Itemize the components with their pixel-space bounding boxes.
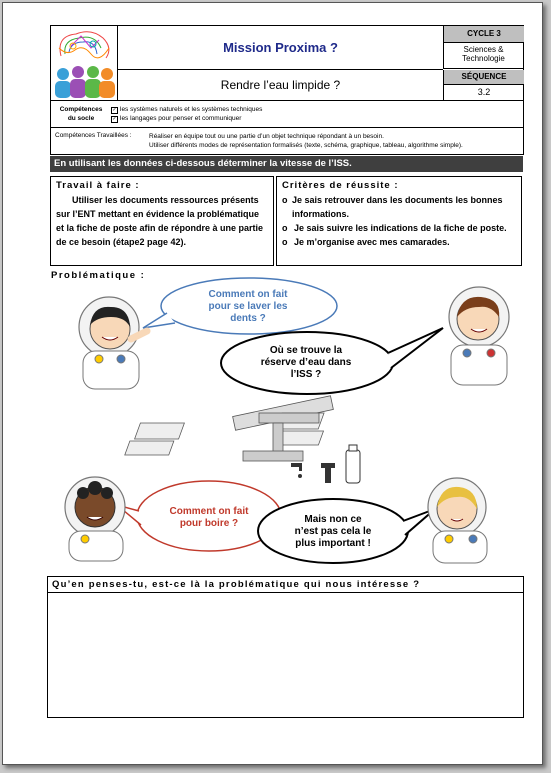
travail-text: Utiliser les documents ressources présents sur l’ENT mettant en évidence la problématique et la fiche de poste afin de répondre à une partie de ce besoin (étape2 page 42). — [56, 195, 264, 247]
competence-item: ✓ les systèmes naturels et les systèmes techniques — [112, 106, 263, 113]
problematique-label: Problématique : — [51, 270, 146, 281]
astronaut-boy-icon — [449, 287, 509, 385]
competences-socle — [50, 100, 524, 128]
criteres-item: o Je m’organise avec mes camarades. — [282, 237, 450, 247]
page-title: Mission Proxima ? — [118, 26, 443, 70]
cycle-label: CYCLE 3 — [443, 26, 524, 43]
header-table — [50, 25, 524, 101]
checkbox-icon: ✓ — [112, 107, 117, 113]
subject-line2: Technologie — [462, 54, 505, 63]
astronaut-curly-icon — [65, 477, 125, 561]
subject-cell — [443, 43, 523, 69]
travail-heading: Travail à faire : — [56, 180, 140, 191]
criteres-item: o Je sais suivre les indications de la fiche de poste. — [282, 223, 507, 233]
bottle-icon — [346, 445, 360, 483]
worked-item-1: Réaliser en équipe tout ou une partie d’un objet technique répondant à un besoin. — [149, 133, 384, 140]
faucet-icon — [291, 463, 302, 478]
page-subtitle: Rendre l’eau limpide ? — [220, 78, 341, 92]
criteres-item: o Je sais retrouver dans les documents les bonnes informations. — [282, 195, 503, 219]
sequence-label: SÉQUENCE — [443, 70, 524, 85]
worked-item-2: Utiliser différents modes de représentation formalisés (texte, schéma, graphique, tableau, algorithme simple). — [149, 142, 463, 149]
competences-label-1: Compétences — [59, 106, 103, 113]
instruction-banner: En utilisant les données ci-dessous déterminer la vitesse de l’ISS. — [50, 156, 523, 172]
toilet-icon — [321, 463, 335, 483]
competences-label-2: du socle — [67, 115, 95, 122]
heads-logo — [51, 26, 118, 100]
astronaut-blonde-icon — [428, 478, 487, 563]
criteres-heading: Critères de réussite : — [282, 180, 399, 191]
criteres-box — [276, 176, 522, 266]
bubble-3-text: Comment on fait pour boire ? — [169, 506, 249, 529]
worked-label: Compétences Travaillées : — [55, 132, 132, 139]
subject-line1: Sciences & — [463, 45, 504, 54]
iss-station-icon — [125, 396, 334, 461]
sequence-value: 3.2 — [443, 85, 524, 100]
travail-box — [50, 176, 274, 266]
bubble-1-text: Comment on fait pour se laver les dents ? — [208, 289, 288, 324]
competences-travaillees — [50, 127, 524, 155]
worksheet-page — [2, 2, 543, 765]
bubble-4-text: Mais non ce n’est pas cela le plus important ! — [294, 514, 372, 549]
question-heading: Qu’en penses-tu, est-ce là la problématique qui nous intéresse ? — [48, 577, 523, 593]
checkbox-icon: ✓ — [112, 116, 117, 122]
astronaut-girl-icon — [79, 297, 147, 389]
bubble-2-text: Où se trouve la réserve d’eau dans l’ISS ? — [260, 345, 352, 380]
competence-item: ✓ les langages pour penser et communiquer — [112, 115, 242, 122]
answer-box[interactable] — [47, 576, 524, 718]
